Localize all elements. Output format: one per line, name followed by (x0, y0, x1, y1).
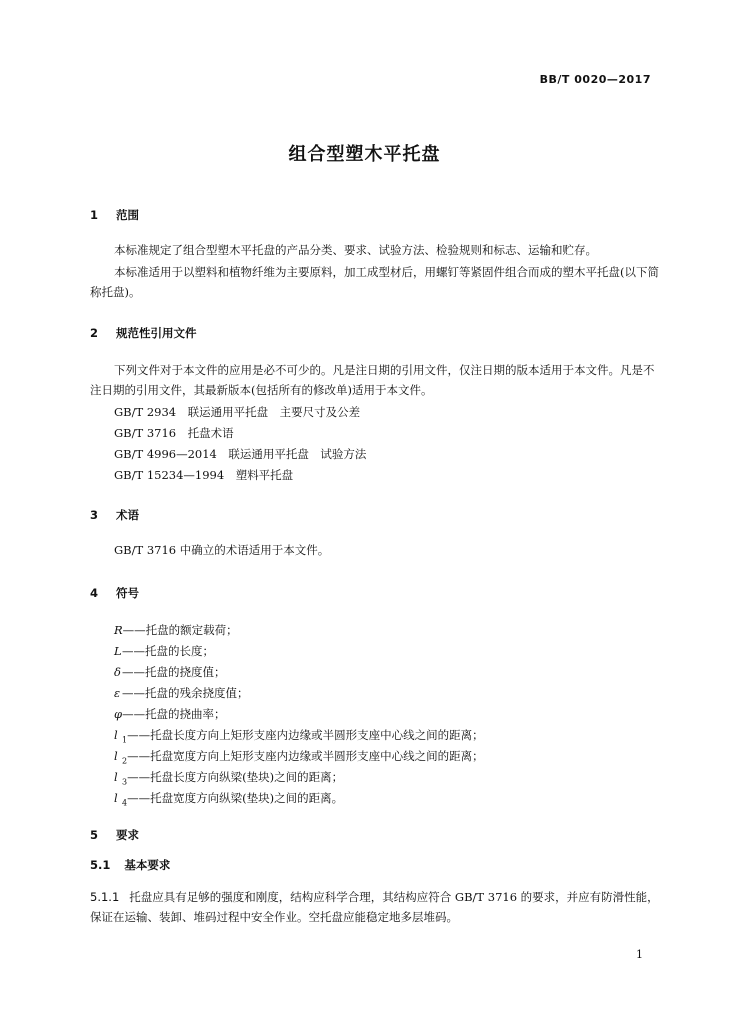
standard-number: BB/T 0020—2017 (539, 73, 651, 86)
paragraph: 下列文件对于本文件的应用是必不可少的。凡是注日期的引用文件，仅注日期的版本适用于本文件。凡是不注日期的引用文件，其最新版本(包括所有的修改单)适用于本文件。 (90, 363, 655, 397)
section-number: 4 (90, 586, 99, 600)
clause-text: 托盘应具有足够的强度和刚度，结构应科学合理，其结构应符合 GB/T 3716 的要求，并应有防滑性能，保证在运输、装卸、堆码过程中安全作业。空托盘应能稳定地多层堆码。 (90, 890, 659, 924)
section-number: 1 (90, 208, 99, 222)
symbol: L (114, 644, 122, 658)
symbol: ε (114, 686, 121, 700)
clause-5-1-1 (90, 887, 660, 927)
symbol: l (114, 770, 118, 784)
reference-item: GB/T 15234—1994 塑料平托盘 (114, 468, 294, 482)
subsection-number: 5.1 (90, 858, 111, 872)
symbol: δ (114, 665, 121, 679)
symbol-definition (114, 685, 249, 702)
symbol-definition (114, 769, 343, 786)
reference-item: GB/T 3716 托盘术语 (114, 426, 234, 440)
symbol-definition (114, 748, 484, 765)
section-title: 符号 (116, 586, 140, 600)
symbol-description: ——托盘的挠度值； (122, 665, 226, 679)
symbol-description: ——托盘的残余挠度值； (122, 686, 249, 700)
section-heading-1 (90, 207, 139, 223)
symbol-description: ——托盘宽度方向纵梁(垫块)之间的距离。 (127, 791, 344, 805)
symbol-definition (114, 664, 226, 681)
symbol-description: ——托盘长度方向上矩形支座内边缘或半圆形支座中心线之间的距离； (127, 728, 484, 742)
section-title: 要求 (116, 828, 140, 842)
symbol-definition (114, 706, 226, 723)
clause-number: 5.1.1 (90, 890, 120, 904)
symbol-description: ——托盘长度方向纵梁(垫块)之间的距离； (127, 770, 344, 784)
symbol: l (114, 749, 118, 763)
symbol-definition (114, 727, 484, 744)
section-title: 术语 (116, 508, 140, 522)
symbol: l (114, 791, 118, 805)
subsection-title: 基本要求 (124, 858, 171, 872)
section-heading-5 (90, 827, 139, 843)
symbol-subscript: 2 (122, 756, 128, 766)
section-number: 2 (90, 326, 99, 340)
reference-item: GB/T 4996—2014 联运通用平托盘 试验方法 (114, 447, 367, 461)
symbol-description: ——托盘的长度； (122, 644, 214, 658)
symbol: R (114, 623, 123, 637)
symbol: l (114, 728, 118, 742)
paragraph: GB/T 3716 中确立的术语适用于本文件。 (114, 543, 330, 557)
section-heading-2 (90, 325, 197, 341)
paragraph: 本标准规定了组合型塑木平托盘的产品分类、要求、试验方法、检验规则和标志、运输和贮存。 (114, 243, 597, 257)
symbol-description: ——托盘的额定载荷； (122, 623, 238, 637)
paragraph: 本标准适用于以塑料和植物纤维为主要原料，加工成型材后，用螺钉等紧固件组合而成的塑木平托盘(以下简称托盘)。 (90, 265, 659, 299)
symbol: φ (114, 707, 123, 721)
document-title: 组合型塑木平托盘 (288, 144, 441, 165)
section-number: 3 (90, 508, 99, 522)
section-heading-3 (90, 507, 139, 523)
subsection-heading-5-1 (90, 857, 170, 873)
section-title: 规范性引用文件 (116, 326, 197, 340)
symbol-definition (114, 643, 214, 660)
reference-item: GB/T 2934 联运通用平托盘 主要尺寸及公差 (114, 405, 361, 419)
section-number: 5 (90, 828, 99, 842)
section-heading-4 (90, 585, 139, 601)
symbol-subscript: 4 (122, 798, 128, 808)
symbol-subscript: 3 (122, 777, 128, 787)
section-title: 范围 (116, 208, 140, 222)
page-number: 1 (636, 948, 643, 961)
symbol-description: ——托盘宽度方向上矩形支座内边缘或半圆形支座中心线之间的距离； (127, 749, 484, 763)
symbol-subscript: 1 (122, 735, 128, 745)
symbol-definition (114, 622, 238, 639)
symbol-definition (114, 790, 343, 807)
symbol-description: ——托盘的挠曲率； (122, 707, 226, 721)
